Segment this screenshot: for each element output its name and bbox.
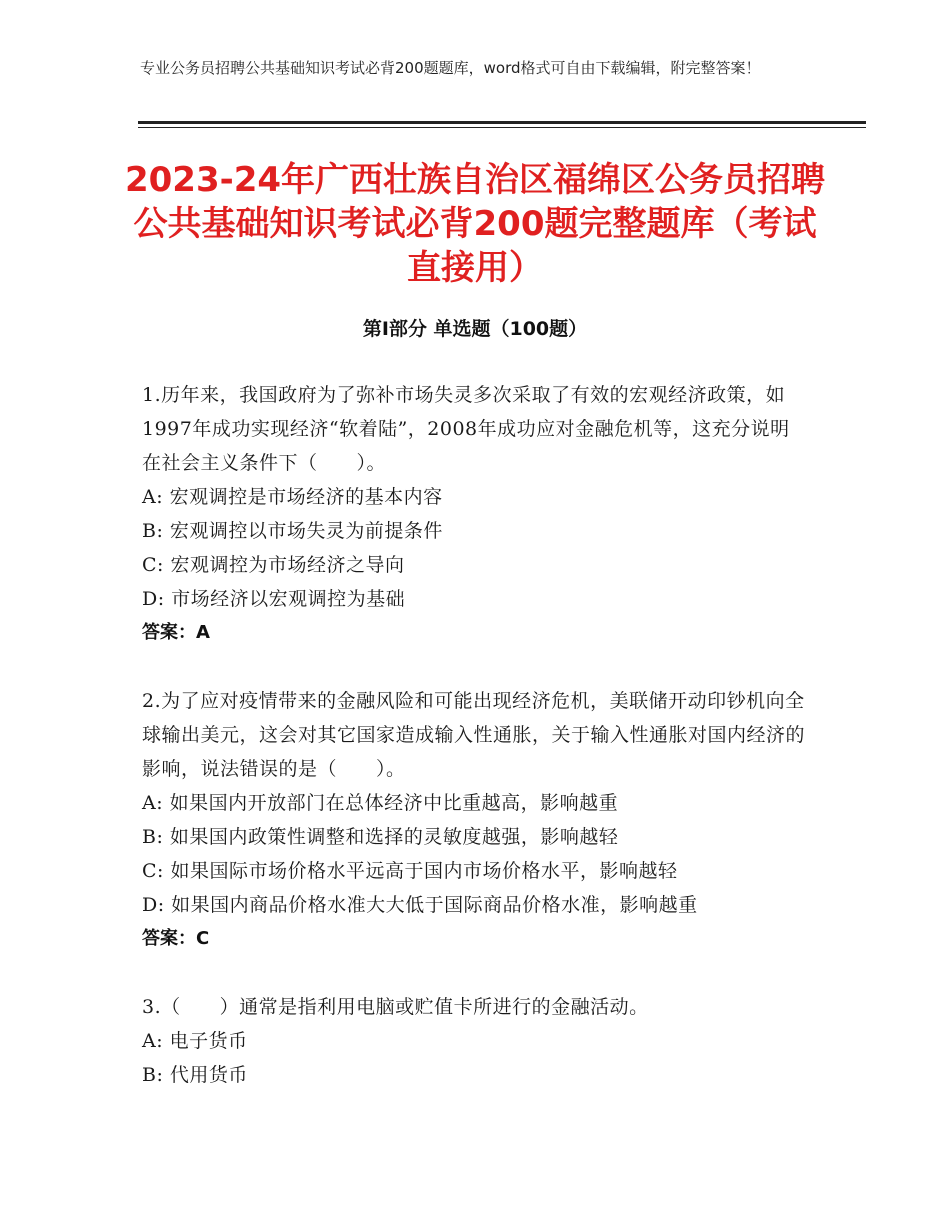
answer: 答案：C — [142, 928, 210, 949]
option-a: A: 电子货币 — [142, 1030, 248, 1052]
option-b: B: 宏观调控以市场失灵为前提条件 — [142, 520, 443, 542]
option-b: B: 代用货币 — [142, 1064, 248, 1086]
question-2 — [142, 684, 807, 956]
question-stem: 2.为了应对疫情带来的金融风险和可能出现经济危机，美联储开动印钞机向全球输出美元，这会对其它国家造成输入性通胀，关于输入性通胀对国内经济的影响，说法错误的是（ ）。 — [142, 690, 806, 780]
option-a: A: 宏观调控是市场经济的基本内容 — [142, 486, 443, 508]
question-stem: 1.历年来，我国政府为了弥补市场失灵多次采取了有效的宏观经济政策，如1997年成功实现经济“软着陆”，2008年成功应对金融危机等，这充分说明在社会主义条件下（ ）。 — [142, 384, 790, 474]
header-note: 专业公务员招聘公共基础知识考试必背200题题库，word格式可自由下载编辑，附完整答案！ — [140, 59, 761, 77]
question-1 — [142, 378, 807, 650]
section-title: 第I部分 单选题（100题） — [362, 318, 588, 340]
header-divider-thick — [138, 121, 866, 124]
question-stem: 3.（ ）通常是指利用电脑或贮值卡所进行的金融活动。 — [142, 996, 649, 1018]
option-a: A: 如果国内开放部门在总体经济中比重越高，影响越重 — [142, 792, 619, 814]
question-list — [142, 378, 807, 1126]
question-3 — [142, 990, 807, 1092]
option-b: B: 如果国内政策性调整和选择的灵敏度越强，影响越轻 — [142, 826, 619, 848]
document-title: 2023-24年广西壮族自治区福绵区公务员招聘公共基础知识考试必背200题完整题库（考试直接用） — [124, 160, 826, 288]
option-c: C: 如果国际市场价格水平远高于国内市场价格水平，影响越轻 — [142, 860, 678, 882]
option-c: C: 宏观调控为市场经济之导向 — [142, 554, 405, 576]
answer: 答案：A — [142, 622, 210, 643]
option-d: D: 市场经济以宏观调控为基础 — [142, 588, 406, 610]
option-d: D: 如果国内商品价格水准大大低于国际商品价格水准，影响越重 — [142, 894, 698, 916]
header-divider-thin — [138, 127, 866, 128]
